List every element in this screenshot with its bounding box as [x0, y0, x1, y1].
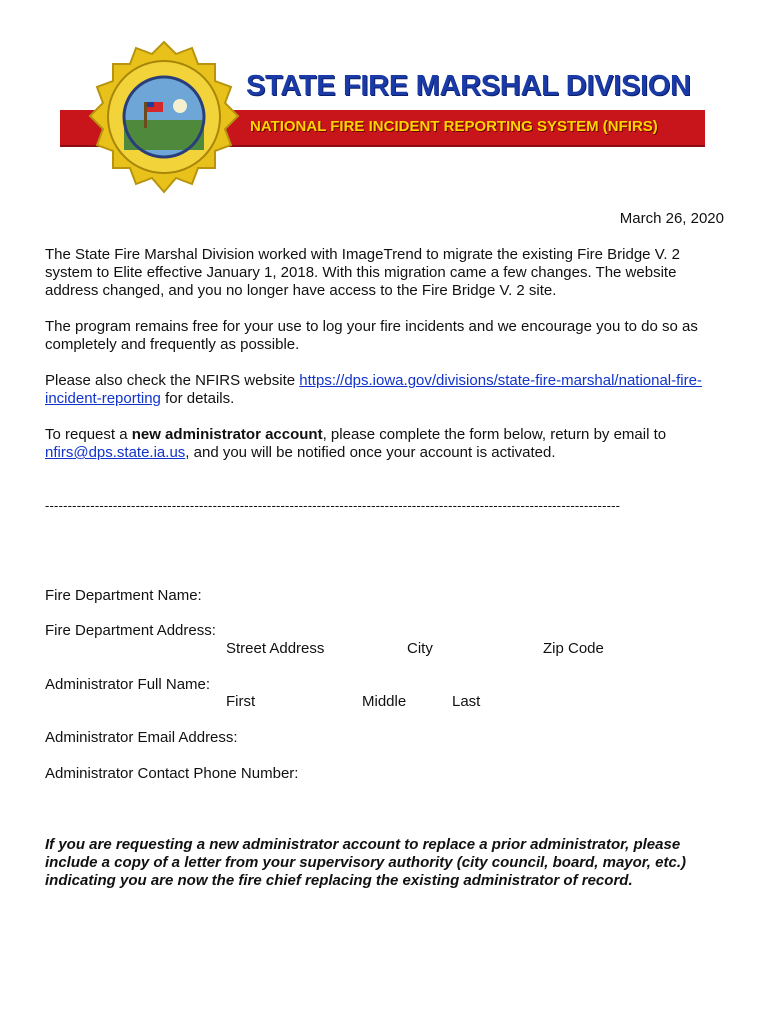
- letter-date: March 26, 2020: [619, 210, 724, 227]
- paragraph-program-free: The program remains free for your use to log your fire incidents and we encourage you to do so as completely and frequently as possible.: [45, 318, 698, 353]
- zip-code-label: Zip Code: [543, 640, 604, 657]
- request-text-pre: To request a: [45, 426, 132, 443]
- divider-dashes: -------------------------------------------------------------------------------------------------------------------------------: [45, 498, 621, 513]
- first-name-label: First: [226, 693, 256, 710]
- city-label: City: [407, 640, 433, 657]
- request-text-mid: , please complete the form below, return by email to: [322, 426, 667, 443]
- request-bold-text: new administrator account: [131, 426, 323, 443]
- state-seal-logo: [84, 40, 244, 200]
- seal-badge-icon: [84, 40, 244, 200]
- nfirs-subtitle: NATIONAL FIRE INCIDENT REPORTING SYSTEM (NFIRS): [250, 118, 658, 135]
- paragraph-migration: The State Fire Marshal Division worked with ImageTrend to migrate the existing Fire Bridge V. 2 system to Elite effective January 1, 2018. With this migration came a few changes. The website address changed, and you no longer have access to the Fire Bridge V. 2 site.: [45, 246, 680, 299]
- nfirs-email-link[interactable]: nfirs@dps.state.ia.us: [45, 444, 186, 461]
- paragraph-request: [45, 426, 725, 462]
- replacement-admin-note: If you are requesting a new administrator account to replace a prior administrator, please include a copy of a letter from your supervisory authority (city council, board, mayor, etc.) indicating you are now the fire chief replacing the existing administrator of record.: [45, 836, 686, 889]
- request-text-post: , and you will be notified once your account is activated.: [185, 444, 556, 461]
- dept-name-label: Fire Department Name:: [45, 587, 202, 604]
- last-name-label: Last: [452, 693, 481, 710]
- division-title: STATE FIRE MARSHAL DIVISION: [246, 70, 691, 102]
- nfirs-website-link[interactable]: https://dps.iowa.gov/divisions/state-fire-marshal/national-fire-incident-reporting: [45, 372, 702, 407]
- admin-phone-label: Administrator Contact Phone Number:: [45, 765, 299, 782]
- admin-email-label: Administrator Email Address:: [45, 729, 238, 746]
- website-text-pre: Please also check the NFIRS website: [45, 372, 300, 389]
- website-text-post: for details.: [160, 390, 235, 407]
- street-address-label: Street Address: [226, 640, 325, 657]
- paragraph-website: [45, 372, 725, 408]
- admin-name-label: Administrator Full Name:: [45, 676, 211, 693]
- middle-name-label: Middle: [362, 693, 407, 710]
- dept-address-label: Fire Department Address:: [45, 622, 216, 639]
